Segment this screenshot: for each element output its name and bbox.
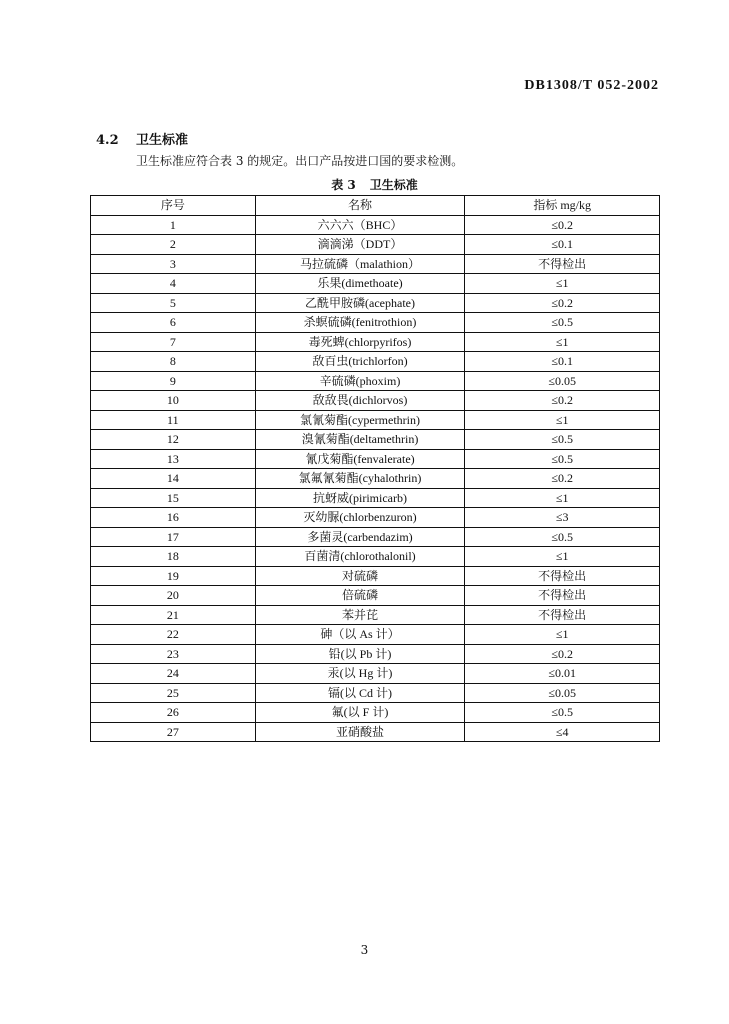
table-row bbox=[91, 625, 660, 645]
table-row bbox=[91, 430, 660, 450]
cell-name: 敌百虫(trichlorfon) bbox=[255, 352, 465, 372]
cell-seq: 25 bbox=[91, 683, 256, 703]
section-heading bbox=[96, 129, 188, 148]
cell-name: 多菌灵(carbendazim) bbox=[255, 527, 465, 547]
table-row bbox=[91, 313, 660, 333]
cell-limit: ≤0.1 bbox=[465, 235, 660, 255]
cell-name: 氰戊菊酯(fenvalerate) bbox=[255, 449, 465, 469]
cell-limit: ≤0.2 bbox=[465, 215, 660, 235]
cell-limit: 不得检出 bbox=[465, 254, 660, 274]
cell-name: 亚硝酸盐 bbox=[255, 722, 465, 742]
cell-limit: ≤1 bbox=[465, 332, 660, 352]
table-row bbox=[91, 410, 660, 430]
cell-name: 灭幼脲(chlorbenzuron) bbox=[255, 508, 465, 528]
cell-name: 砷（以 As 计） bbox=[255, 625, 465, 645]
table-row bbox=[91, 332, 660, 352]
table-row bbox=[91, 664, 660, 684]
cell-name: 倍硫磷 bbox=[255, 586, 465, 606]
cell-limit: ≤0.2 bbox=[465, 293, 660, 313]
table-row bbox=[91, 547, 660, 567]
cell-name: 毒死蜱(chlorpyrifos) bbox=[255, 332, 465, 352]
table-row bbox=[91, 449, 660, 469]
cell-name: 溴氰菊酯(deltamethrin) bbox=[255, 430, 465, 450]
table-row bbox=[91, 274, 660, 294]
cell-limit: ≤0.05 bbox=[465, 371, 660, 391]
table-row bbox=[91, 293, 660, 313]
cell-seq: 16 bbox=[91, 508, 256, 528]
table-row bbox=[91, 644, 660, 664]
header-limit: 指标 mg/kg bbox=[465, 196, 660, 216]
cell-seq: 23 bbox=[91, 644, 256, 664]
cell-name: 辛硫磷(phoxim) bbox=[255, 371, 465, 391]
table-row bbox=[91, 683, 660, 703]
cell-name: 马拉硫磷（malathion） bbox=[255, 254, 465, 274]
cell-seq: 7 bbox=[91, 332, 256, 352]
cell-seq: 21 bbox=[91, 605, 256, 625]
table-row bbox=[91, 566, 660, 586]
cell-seq: 20 bbox=[91, 586, 256, 606]
cell-name: 乐果(dimethoate) bbox=[255, 274, 465, 294]
table-row bbox=[91, 254, 660, 274]
cell-name: 氟(以 F 计) bbox=[255, 703, 465, 723]
table-row bbox=[91, 605, 660, 625]
table-row bbox=[91, 235, 660, 255]
table-row bbox=[91, 488, 660, 508]
cell-seq: 18 bbox=[91, 547, 256, 567]
header-name: 名称 bbox=[255, 196, 465, 216]
cell-seq: 3 bbox=[91, 254, 256, 274]
cell-limit: ≤0.5 bbox=[465, 703, 660, 723]
page-number: 3 bbox=[360, 943, 369, 957]
cell-limit: ≤0.1 bbox=[465, 352, 660, 372]
cell-name: 对硫磷 bbox=[255, 566, 465, 586]
cell-name: 铅(以 Pb 计) bbox=[255, 644, 465, 664]
cell-name: 滴滴涕（DDT） bbox=[255, 235, 465, 255]
cell-seq: 4 bbox=[91, 274, 256, 294]
cell-name: 抗蚜威(pirimicarb) bbox=[255, 488, 465, 508]
cell-limit: ≤0.5 bbox=[465, 527, 660, 547]
cell-seq: 19 bbox=[91, 566, 256, 586]
table-row bbox=[91, 703, 660, 723]
cell-seq: 14 bbox=[91, 469, 256, 489]
cell-limit: ≤1 bbox=[465, 274, 660, 294]
table-caption bbox=[0, 176, 729, 193]
section-text: 卫生标准应符合表 3 的规定。出口产品按进口国的要求检测。 bbox=[136, 154, 464, 168]
cell-limit: ≤0.2 bbox=[465, 469, 660, 489]
document-id: DB1308/T 052-2002 bbox=[524, 78, 659, 93]
table-header-row bbox=[91, 196, 660, 216]
cell-name: 苯并芘 bbox=[255, 605, 465, 625]
cell-limit: ≤4 bbox=[465, 722, 660, 742]
hygiene-standard-table bbox=[90, 195, 660, 742]
cell-seq: 1 bbox=[91, 215, 256, 235]
cell-limit: 不得检出 bbox=[465, 586, 660, 606]
cell-seq: 5 bbox=[91, 293, 256, 313]
cell-seq: 27 bbox=[91, 722, 256, 742]
table-row bbox=[91, 586, 660, 606]
cell-limit: ≤1 bbox=[465, 625, 660, 645]
table-row bbox=[91, 371, 660, 391]
cell-name: 杀螟硫磷(fenitrothion) bbox=[255, 313, 465, 333]
cell-limit: ≤0.05 bbox=[465, 683, 660, 703]
cell-limit: ≤1 bbox=[465, 410, 660, 430]
cell-seq: 15 bbox=[91, 488, 256, 508]
cell-seq: 26 bbox=[91, 703, 256, 723]
cell-limit: ≤1 bbox=[465, 488, 660, 508]
cell-seq: 6 bbox=[91, 313, 256, 333]
section-title: 卫生标准 bbox=[136, 133, 189, 148]
cell-limit: ≤0.2 bbox=[465, 391, 660, 411]
table-row bbox=[91, 508, 660, 528]
cell-seq: 24 bbox=[91, 664, 256, 684]
section-number: 4.2 bbox=[96, 133, 119, 148]
cell-seq: 11 bbox=[91, 410, 256, 430]
table-caption-number: 表 3 bbox=[331, 178, 356, 192]
cell-seq: 22 bbox=[91, 625, 256, 645]
cell-name: 乙酰甲胺磷(acephate) bbox=[255, 293, 465, 313]
cell-limit: ≤0.01 bbox=[465, 664, 660, 684]
table-row bbox=[91, 527, 660, 547]
cell-limit: ≤3 bbox=[465, 508, 660, 528]
cell-seq: 13 bbox=[91, 449, 256, 469]
table-row bbox=[91, 352, 660, 372]
table-body bbox=[91, 215, 660, 742]
header-seq: 序号 bbox=[91, 196, 256, 216]
cell-name: 氯氟氰菊酯(cyhalothrin) bbox=[255, 469, 465, 489]
cell-name: 敌敌畏(dichlorvos) bbox=[255, 391, 465, 411]
cell-name: 氯氰菊酯(cypermethrin) bbox=[255, 410, 465, 430]
cell-limit: ≤0.2 bbox=[465, 644, 660, 664]
table-row bbox=[91, 722, 660, 742]
table-row bbox=[91, 215, 660, 235]
cell-limit: ≤0.5 bbox=[465, 313, 660, 333]
cell-limit: 不得检出 bbox=[465, 605, 660, 625]
cell-seq: 2 bbox=[91, 235, 256, 255]
cell-seq: 8 bbox=[91, 352, 256, 372]
table-caption-title: 卫生标准 bbox=[369, 178, 418, 192]
cell-limit: 不得检出 bbox=[465, 566, 660, 586]
table-row bbox=[91, 391, 660, 411]
cell-limit: ≤0.5 bbox=[465, 449, 660, 469]
cell-seq: 17 bbox=[91, 527, 256, 547]
table-row bbox=[91, 469, 660, 489]
cell-seq: 10 bbox=[91, 391, 256, 411]
cell-seq: 9 bbox=[91, 371, 256, 391]
cell-limit: ≤1 bbox=[465, 547, 660, 567]
cell-limit: ≤0.5 bbox=[465, 430, 660, 450]
cell-name: 镉(以 Cd 计) bbox=[255, 683, 465, 703]
cell-seq: 12 bbox=[91, 430, 256, 450]
cell-name: 汞(以 Hg 计) bbox=[255, 664, 465, 684]
cell-name: 六六六（BHC） bbox=[255, 215, 465, 235]
cell-name: 百菌清(chlorothalonil) bbox=[255, 547, 465, 567]
